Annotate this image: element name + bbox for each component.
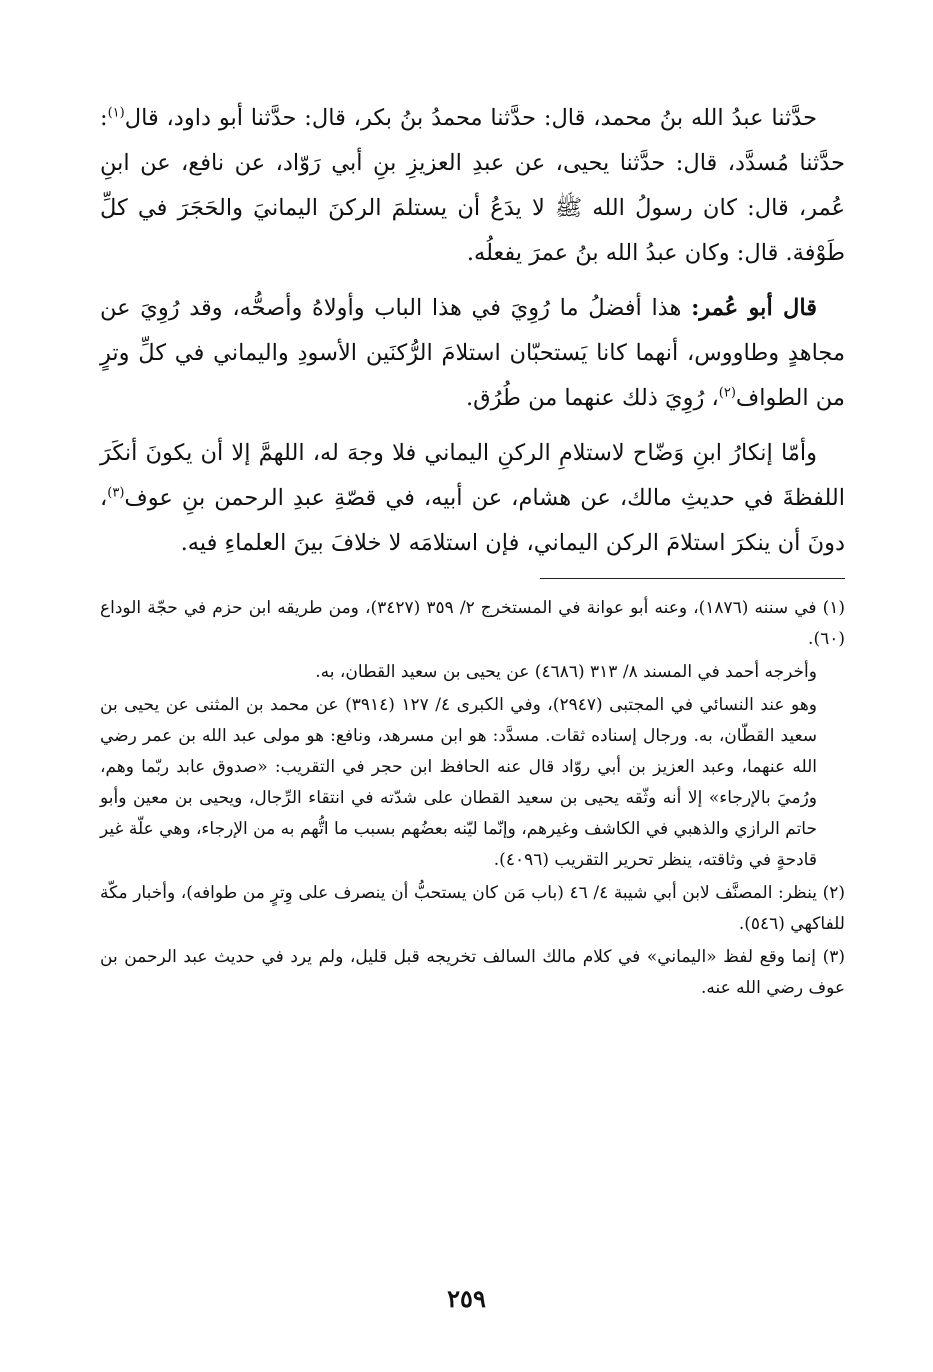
main-text-2 xyxy=(100,286,845,421)
paragraph-2 xyxy=(100,286,845,421)
footnote-divider xyxy=(540,578,845,579)
para1-text: حدَّثنا عبدُ الله بنُ محمد، قال: حدَّثنا محمدُ بنُ بكر، قال: حدَّثنا أبو داود، قال xyxy=(124,105,817,131)
footnote-3: (٣) إنما وقع لفظ «اليماني» في كلام مالك السالف تخريجه قبل قليل، ولم يرد في حديث عبد الرحمن بن عوف رضي الله عنه. xyxy=(100,947,845,998)
page-number: ٢٥٩ xyxy=(447,1284,486,1313)
footnote-2: (٢) ينظر: المصنَّف لابن أبي شيبة ٤/ ٤٦ (باب مَن كان يستحبُّ أن ينصرف على وِترٍ من طوافه)، وأخبار مكّة للفاكهي (٥٤٦). xyxy=(100,883,845,934)
footnote-ref-1[interactable]: (١) xyxy=(107,105,125,121)
para2-text-b: ، رُوِيَ ذلك عنهما من طُرُق. xyxy=(465,385,719,411)
paragraph-1 xyxy=(100,96,845,276)
page-content xyxy=(100,96,845,1006)
para2-text: هذا أفضلُ ما رُوِيَ في هذا الباب وأولاهُ وأصحُّه، وقد رُوِيَ عن مجاهدٍ وطاووس، أنهما كانا يَستحبّان استلامَ الرُّكنَين الأسودِ واليماني في كلِّ وترٍ من الطواف xyxy=(100,295,845,411)
footnote-1: (١) في سننه (١٨٧٦)، وعنه أبو عوانة في المستخرج ٢/ ٣٥٩ (٣٤٢٧)، ومن طريقه ابن حزم في حجّة الوداع (٦٠). xyxy=(100,598,845,649)
footnote-ref-3[interactable]: (٣) xyxy=(107,485,125,501)
footnote-1-part-2: وأخرجه أحمد في المسند ٨/ ٣١٣ (٤٦٨٦) عن يحيى بن سعيد القطان، به. xyxy=(315,662,817,682)
para2-lead: قال أبو عُمر: xyxy=(691,295,817,321)
main-text-3 xyxy=(100,431,845,566)
para3-text: وأمّا إنكارُ ابنِ وَضّاح لاستلامِ الركنِ اليماني فلا وجهَ له، اللهمَّ إلا أن يكونَ أنكَرَ اللفظةَ في حديثِ مالك، عن هشام، عن أبيه، في قصّةِ عبدِ الرحمن بنِ عوف xyxy=(100,440,845,511)
footnote-ref-2[interactable]: (٢) xyxy=(718,385,736,401)
paragraph-3 xyxy=(100,431,845,566)
para3-text-b: ، دونَ أن ينكرَ استلامَ الركن اليماني، فإن استلامَه لا خلافَ بينَ العلماءِ فيه. xyxy=(100,485,845,556)
para1-text-b: : حدَّثنا مُسدَّد، قال: حدَّثنا يحيى، عن عبدِ العزيزِ بنِ أبي رَوّاد، عن نافع، عن ابنِ عُمر، قال: كان رسولُ الله ﷺ لا يدَعُ أن يستلمَ الركنَ اليمانيَ والحَجَرَ في كلِّ طَوْفة. قال: وكان عبدُ الله بنُ عمرَ يفعلُه. xyxy=(100,105,845,266)
main-text xyxy=(100,96,845,276)
footnote-1-part-3: وهو عند النسائي في المجتبى (٢٩٤٧)، وفي الكبرى ٤/ ١٢٧ (٣٩١٤) عن محمد بن المثنى عن يحيى بن سعيد القطّان، به. ورجال إسناده ثقات. مسدَّد: هو ابن مسرهد، ونافع: هو مولى عبد الله بن عمر رضي الله عنهما، وعبد العزيز بن أبي روّاد قال عنه الحافظ ابن حجر في التقريب: «صدوق عابد ربّما وهم، ورُميَ بالإرجاء» إلا أنه وثّقه يحيى بن سعيد القطان على شدّته في انتقاء الرِّجال، ويحيى بن معين وأبو حاتم الرازي والذهبي في الكاشف وغيرهم، وإنّما ليّنه بعضُهم بسبب ما اتُّهم به من الإرجاء، وهي علّة غير قادحةٍ في وثاقته، ينظر تحرير التقريب (٤٠٩٦). xyxy=(100,695,818,870)
footnotes xyxy=(100,593,845,1004)
